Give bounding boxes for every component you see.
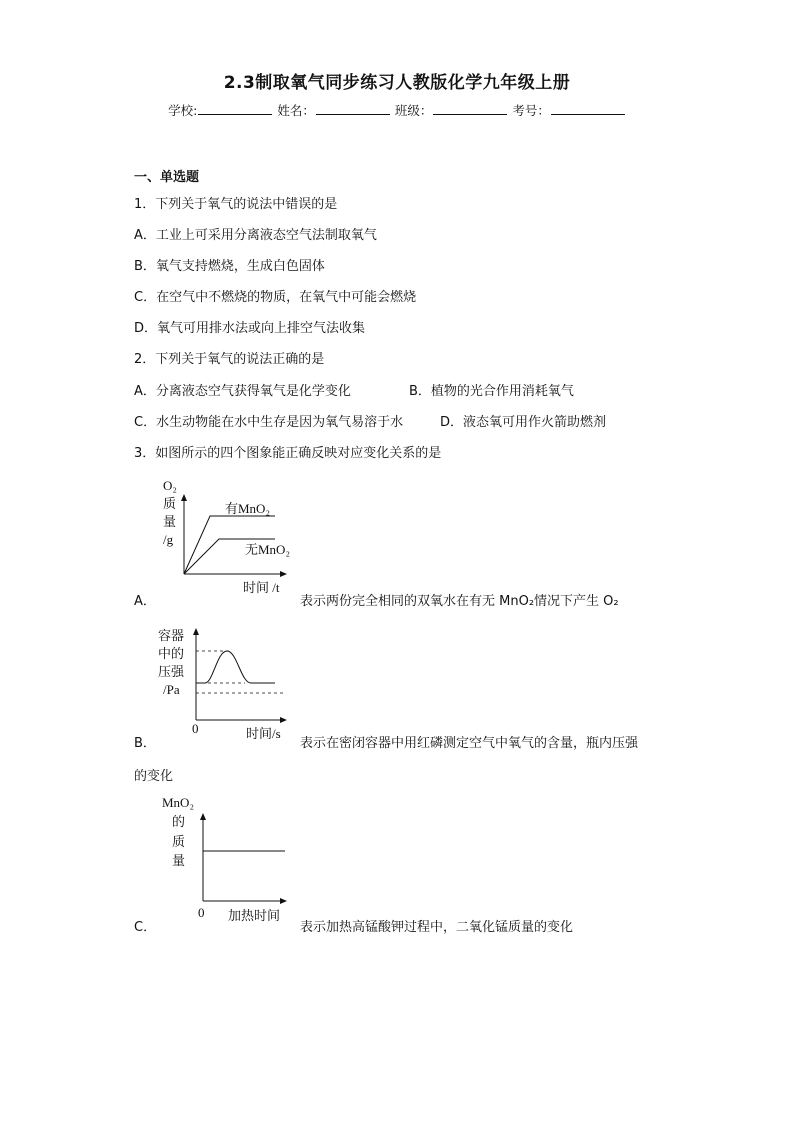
name-blank[interactable]: [316, 102, 390, 115]
q2-option-b: B．植物的光合作用消耗氧气: [409, 384, 574, 399]
graph-b-ylabel-1: 容器: [158, 628, 185, 643]
graph-b-x-arrow: [280, 717, 287, 723]
number-label: 考号：: [512, 103, 550, 118]
graph-a-label-without: 无MnO₂: [245, 542, 290, 557]
q1-option-b: B．氧气支持燃烧，生成白色固体: [134, 259, 325, 274]
graph-c-y-arrow: [200, 813, 206, 820]
student-info-row: [0, 101, 794, 119]
graph-b-y-arrow: [193, 628, 199, 635]
section-heading: 一、单选题: [134, 170, 200, 185]
number-blank[interactable]: [551, 102, 625, 115]
graph-c-origin: 0: [198, 905, 205, 920]
q3-stem: 3．如图所示的四个图象能正确反映对应变化关系的是: [134, 446, 442, 461]
graph-a-ylabel-4: /g: [163, 532, 174, 547]
q2-option-c: C．水生动物能在水中生存是因为氧气易溶于水: [134, 415, 404, 430]
q2-option-d: D．液态氧可用作火箭助燃剂: [440, 415, 607, 430]
q2-option-a: A．分离液态空气获得氧气是化学变化: [134, 384, 351, 399]
graph-a-ylabel-2: 质: [163, 496, 177, 511]
graph-c-ylabel-2: 的: [172, 814, 186, 829]
q3-option-b-text-cont: 的变化: [134, 769, 174, 784]
q3-graph-a: [155, 476, 305, 600]
graph-b-ylabel-3: 压强: [158, 664, 185, 679]
graph-a-x-arrow: [280, 571, 287, 577]
graph-c-ylabel-1: MnO₂: [162, 795, 194, 810]
graph-b-xlabel: 时间/s: [246, 726, 281, 741]
graph-a-label-with: 有MnO₂: [225, 501, 270, 516]
graph-a-ylabel-3: 量: [163, 514, 177, 529]
graph-c-x-arrow: [280, 898, 287, 904]
graph-c-ylabel-4: 量: [172, 853, 186, 868]
q3-option-c-text: 表示加热高锰酸钾过程中，二氧化锰质量的变化: [300, 920, 574, 935]
school-label: 学校:: [168, 103, 198, 118]
q1-option-d: D．氧气可用排水法或向上排空气法收集: [134, 321, 366, 336]
graph-c-xlabel: 加热时间: [228, 908, 281, 923]
graph-a-y-arrow: [181, 494, 187, 501]
q1-stem: 1．下列关于氧气的说法中错误的是: [134, 197, 338, 212]
school-blank[interactable]: [198, 102, 272, 115]
page-title: 2.3制取氧气同步练习人教版化学九年级上册: [223, 73, 571, 93]
graph-c-ylabel-3: 质: [172, 834, 186, 849]
graph-b-ylabel-2: 中的: [158, 646, 185, 661]
name-label: 姓名：: [277, 103, 315, 118]
q3-option-b-letter: B．: [134, 736, 156, 751]
q3-option-a-text: 表示两份完全相同的双氧水在有无 MnO₂情况下产生 O₂: [300, 594, 619, 609]
q3-option-a-letter: A．: [134, 594, 156, 609]
q3-graph-c: [155, 795, 305, 927]
graph-a-xlabel: 时间 /t: [243, 580, 280, 595]
q1-option-a: A．工业上可采用分离液态空气法制取氧气: [134, 228, 377, 243]
class-label: 班级：: [394, 103, 433, 118]
graph-b-pressure-curve: [196, 651, 275, 683]
q2-stem: 2．下列关于氧气的说法正确的是: [134, 352, 325, 367]
q3-graph-b: [155, 622, 305, 746]
graph-a-ylabel-1: O₂: [163, 478, 177, 493]
graph-b-origin: 0: [192, 721, 199, 736]
q3-option-b-text: 表示在密闭容器中用红磷测定空气中氧气的含量，瓶内压强: [300, 736, 639, 751]
q3-option-c-letter: C．: [134, 920, 157, 935]
q1-option-c: C．在空气中不燃烧的物质，在氧气中可能会燃烧: [134, 290, 417, 305]
graph-b-ylabel-4: /Pa: [163, 682, 180, 697]
class-blank[interactable]: [433, 102, 507, 115]
